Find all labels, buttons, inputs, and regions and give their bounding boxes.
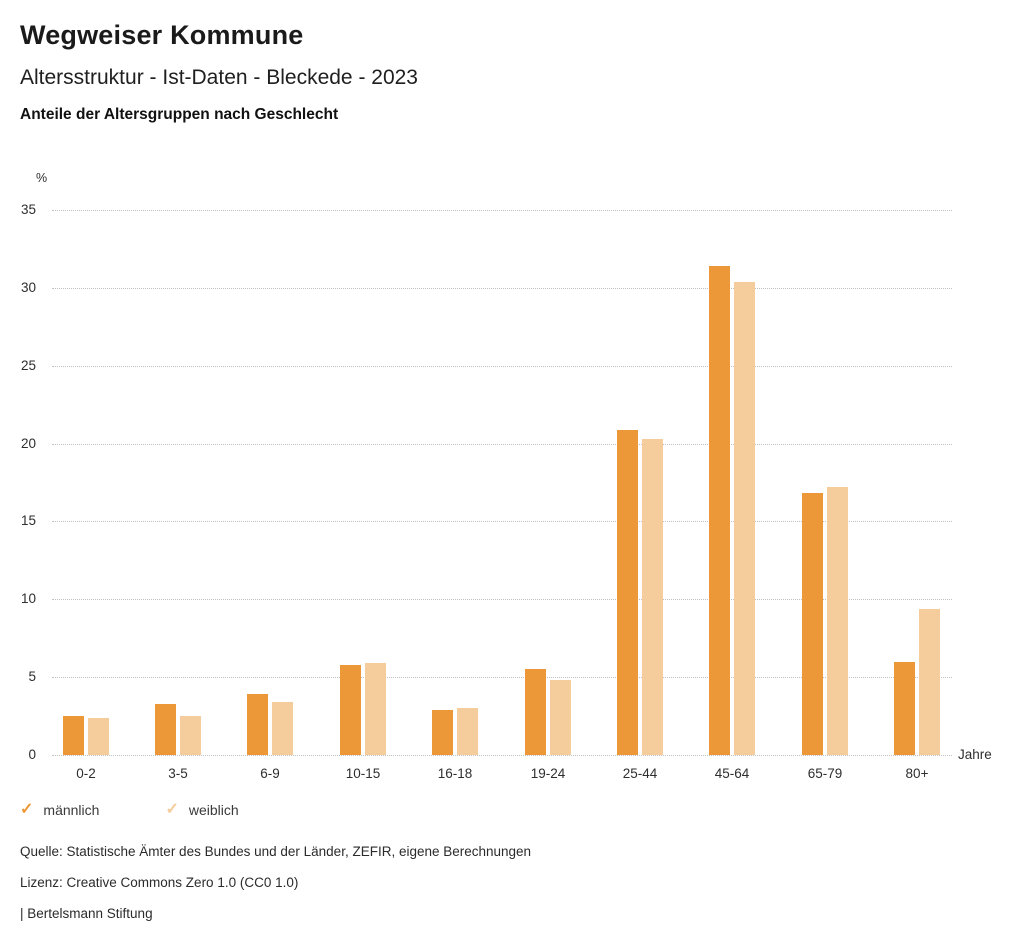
x-tick-label-65-79: 65-79 (807, 766, 843, 781)
y-axis-unit-label: % (36, 171, 48, 185)
x-tick-label-0-2: 0-2 (76, 766, 96, 781)
y-tick-label: 15 (20, 513, 36, 528)
bar-männlich-80+[interactable] (894, 662, 915, 755)
bar-männlich-25-44[interactable] (617, 430, 638, 755)
bar-männlich-16-18[interactable] (432, 710, 453, 755)
gridline-25 (52, 366, 952, 367)
legend-label: männlich (43, 802, 100, 818)
y-tick-label: 25 (20, 358, 36, 373)
gridline-30 (52, 288, 952, 289)
y-tick-label: 10 (20, 591, 36, 606)
bar-männlich-3-5[interactable] (155, 704, 176, 755)
bar-männlich-45-64[interactable] (709, 266, 730, 755)
bar-weiblich-16-18[interactable] (457, 708, 478, 755)
x-tick-label-16-18: 16-18 (437, 766, 473, 781)
bar-männlich-65-79[interactable] (802, 493, 823, 755)
bar-weiblich-10-15[interactable] (365, 663, 386, 755)
x-tick-label-45-64: 45-64 (714, 766, 750, 781)
x-tick-label-6-9: 6-9 (260, 766, 280, 781)
check-icon: ✓ (20, 801, 34, 818)
bar-weiblich-80+[interactable] (919, 609, 940, 755)
y-tick-label: 0 (28, 747, 36, 762)
attribution-text: | Bertelsmann Stiftung (20, 906, 153, 921)
y-tick-label: 35 (20, 202, 36, 217)
x-tick-label-25-44: 25-44 (622, 766, 658, 781)
bar-männlich-19-24[interactable] (525, 669, 546, 755)
y-tick-label: 5 (28, 669, 36, 684)
y-tick-label: 30 (20, 280, 36, 295)
x-tick-label-10-15: 10-15 (345, 766, 381, 781)
x-axis-unit-label: Jahre (958, 747, 992, 762)
source-text: Quelle: Statistische Ämter des Bundes und der Länder, ZEFIR, eigene Berechnungen (20, 844, 532, 859)
x-tick-label-3-5: 3-5 (168, 766, 188, 781)
chart-legend (20, 802, 239, 818)
bar-weiblich-65-79[interactable] (827, 487, 848, 755)
chart-heading: Anteile der Altersgruppen nach Geschlecht (20, 106, 339, 123)
bar-weiblich-19-24[interactable] (550, 680, 571, 755)
bar-weiblich-3-5[interactable] (180, 716, 201, 755)
bar-männlich-10-15[interactable] (340, 665, 361, 755)
legend-item-weiblich[interactable] (165, 802, 238, 818)
bar-männlich-6-9[interactable] (247, 694, 268, 755)
chart-subtitle: Altersstruktur - Ist-Daten - Bleckede - 2023 (20, 66, 418, 89)
bar-weiblich-6-9[interactable] (272, 702, 293, 755)
bar-weiblich-25-44[interactable] (642, 439, 663, 755)
license-text: Lizenz: Creative Commons Zero 1.0 (CC0 1.0) (20, 875, 299, 890)
x-tick-label-19-24: 19-24 (530, 766, 566, 781)
app-title: Wegweiser Kommune (20, 20, 304, 50)
legend-item-maennlich[interactable] (20, 802, 99, 818)
legend-label: weiblich (188, 802, 239, 818)
check-icon: ✓ (165, 801, 179, 818)
bar-weiblich-45-64[interactable] (734, 282, 755, 755)
x-tick-label-80+: 80+ (905, 766, 929, 781)
gridline-0 (52, 755, 952, 756)
bar-männlich-0-2[interactable] (63, 716, 84, 755)
bar-weiblich-0-2[interactable] (88, 718, 109, 755)
gridline-20 (52, 444, 952, 445)
gridline-35 (52, 210, 952, 211)
y-tick-label: 20 (20, 436, 36, 451)
